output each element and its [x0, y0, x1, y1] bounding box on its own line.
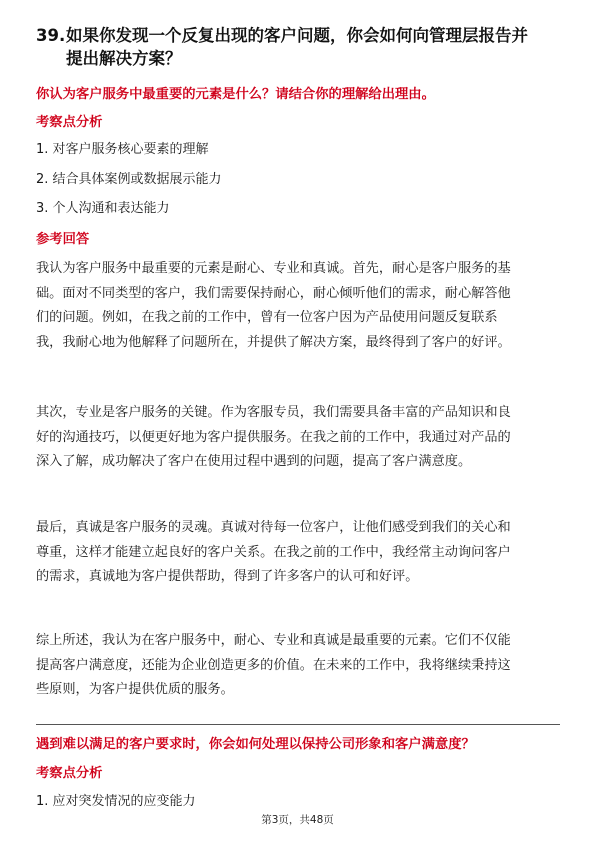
- analysis-point: 1. 对客户服务核心要素的理解: [36, 142, 209, 157]
- paragraph-line: 深入了解，成功解决了客户在使用过程中遇到的问题，提高了客户满意度。: [36, 454, 472, 469]
- paragraph-line: 提高客户满意度，还能为企业创造更多的价值。在未来的工作中，我将继续秉持这: [36, 657, 511, 673]
- paragraph-line: 其次，专业是客户服务的关键。作为客服专员，我们需要具备丰富的产品知识和良: [36, 405, 511, 420]
- question-number: 39.: [36, 26, 66, 45]
- paragraph-line: 综上所述，我认为在客户服务中，耐心、专业和真诚是最重要的元素。它们不仅能: [36, 633, 511, 648]
- page-footer: 第3页，共48页: [261, 814, 334, 826]
- answer-heading: 参考回答: [36, 232, 90, 247]
- paragraph-line: 们的问题。例如，在我之前的工作中，曾有一位客户因为产品使用问题反复联系: [36, 310, 498, 325]
- analysis-point: 1. 应对突发情况的应变能力: [36, 794, 196, 809]
- section-divider: [36, 724, 560, 725]
- analysis-heading-2: 考察点分析: [36, 766, 103, 781]
- question-text-line-2: 提出解决方案？: [66, 49, 182, 68]
- paragraph-line: 础。面对不同类型的客户，我们需要保持耐心，耐心倾听他们的需求，耐心解答他: [36, 285, 511, 301]
- paragraph-line: 最后，真诚是客户服务的灵魂。真诚对待每一位客户，让他们感受到我们的关心和: [36, 520, 511, 535]
- question-text-line-1: 如果你发现一个反复出现的客户问题，你会如何向管理层报告并: [66, 26, 528, 45]
- paragraph-line: 尊重，这样才能建立起良好的客户关系。在我之前的工作中，我经常主动询问客户: [36, 544, 511, 560]
- analysis-point: 3. 个人沟通和表达能力: [36, 201, 170, 216]
- answer-paragraph-1: [36, 257, 562, 355]
- answer-paragraph-3: [36, 516, 562, 590]
- sub-question-1: 你认为客户服务中最重要的元素是什么？请结合你的理解给出理由。: [36, 87, 435, 102]
- question-heading: [36, 24, 566, 70]
- sub-question-2: 遇到难以满足的客户要求时，你会如何处理以保持公司形象和客户满意度？: [36, 737, 475, 752]
- paragraph-line: 我认为客户服务中最重要的元素是耐心、专业和真诚。首先，耐心是客户服务的基: [36, 261, 511, 276]
- analysis-heading-1: 考察点分析: [36, 115, 103, 130]
- paragraph-line: 我，我耐心地为他解释了问题所在，并提供了解决方案，最终得到了客户的好评。: [36, 334, 511, 350]
- paragraph-line: 的需求，真诚地为客户提供帮助，得到了许多客户的认可和好评。: [36, 569, 419, 584]
- paragraph-line: 些原则，为客户提供优质的服务。: [36, 682, 234, 697]
- paragraph-line: 好的沟通技巧，以便更好地为客户提供服务。在我之前的工作中，我通过对产品的: [36, 429, 511, 445]
- answer-paragraph-4: [36, 629, 562, 703]
- analysis-point: 2. 结合具体案例或数据展示能力: [36, 172, 222, 187]
- answer-paragraph-2: [36, 401, 562, 475]
